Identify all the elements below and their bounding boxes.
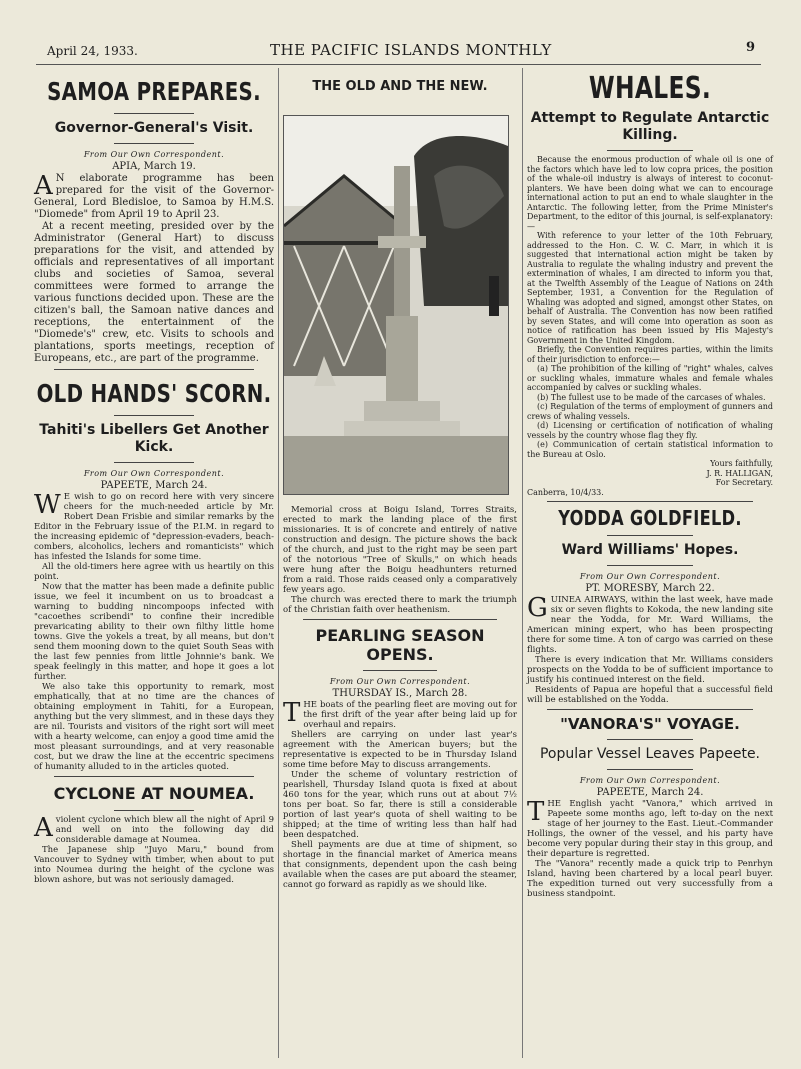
paragraph: E wish to go on record here with very sincere cheers for the much-needed article by Mr. Robert Dean Frisbie and similar remarks by the Editor in the February issue of the P.I.M. in regard to the increasing epidemic of "depression-evaders, beach-combers, alcoholics, lechers and romanticists" which has infested the Islands for some time. (34, 492, 274, 562)
paragraph: Now that the matter has been made a definite public issue, we feel it incumbent on us to broadcast a warning to budding nincompoops infected with "cacoethes scribendi" to confine their incredible prevaricating ability to their own filthy little home towns. Give the yokels a treat, by all means, but don't send them mooning down to the quiet South Seas with the last few pennies from little Johnnie's bank. We speak feelingly in this matter, and hope it goes a lot further. (34, 582, 274, 682)
column-middle (283, 68, 517, 890)
place-date: Canberra, 10/4/33. (527, 487, 604, 497)
publication-title: THE PACIFIC ISLANDS MONTHLY (270, 41, 552, 59)
paragraph: Shellers are carrying on under last year's agreement with the American buyers; but the representative is expected to be in Thursday Island some time before May to discuss arrangements. (283, 730, 517, 770)
article-yodda (527, 508, 773, 705)
divider (547, 501, 753, 502)
paragraph: We also take this opportunity to remark, most emphatically, that at no time are the chances of obtaining employment in Tahiti, for a European, anything but the very slimmest, and in these days they are nil. Tourists and visitors of the right sort will meet with a hearty welcome, can enjoy a good time amid the most pleasant surroundings, and at very reasonable cost, but we draw the line at the eccentric specimens of humanity alluded to in the articles quoted. (34, 682, 274, 772)
subhead-samoa: Governor-General's Visit. (54, 120, 254, 136)
column-rule-2 (522, 68, 523, 1058)
paragraph: violent cyclone which blew all the night of April 9 and well on into the following day did considerable damage at Noumea. (55, 815, 274, 845)
article-cyclone (34, 785, 274, 885)
divider (303, 619, 497, 620)
article-body (527, 155, 773, 459)
subhead-vanora: Popular Vessel Leaves Papeete. (539, 746, 761, 762)
dateline: THURSDAY IS., March 28. (332, 688, 468, 699)
drop-cap: T (283, 698, 301, 728)
list-item: (b) The fullest use to be made of the carcases of whales. (537, 392, 766, 402)
subhead-yodda: Ward Williams' Hopes. (561, 542, 739, 558)
divider (607, 535, 693, 536)
paragraph: Shell payments are due at time of shipment, so shortage in the financial market of America means that consignments, dependent upon the cash being available when the cases are put aboard the steamer, cannot go forward as rapidly as we should like. (283, 840, 517, 890)
paragraph: The church was erected there to mark the triumph of the Christian faith over heathenism. (283, 595, 517, 615)
list-item: (e) Communication of certain statistical information to the Bureau at Oslo. (527, 440, 773, 459)
correspondent-line: From Our Own Correspondent. (579, 776, 721, 785)
correspondent-line: From Our Own Correspondent. (579, 572, 721, 581)
dateline: PAPEETE, March 24. (596, 787, 704, 798)
caption-text: Memorial cross at Boigu Island, Torres Straits, erected to mark the landing place of the first missionaries. It is of concrete and entirely of native construction and design. The picture shows the back of the church, and just to the right may be seen part of the notorious "Tree of Skulls," on which heads were hung after the Boigu headhunters returned from a raid. Those raids ceased only a comparatively few years ago. (283, 505, 517, 595)
headline-old-and-new: THE OLD AND THE NEW. (312, 79, 488, 94)
memorial-cross-photo (283, 115, 509, 495)
divider (54, 369, 254, 370)
paragraph: With reference to your letter of the 10th February, addressed to the Hon. C. W. C. Marr, in which it is suggested that international action might be taken by Australia to regulate the whaling industry and prevent the extermination of whales, I am directed to inform you that, at the Twelfth Assembly of the League of Nations on 24th September, 1931, a Convention for the Regulation of Whaling was adopted and signed, amongst other States, on behalf of Australia. The Convention has now been ratified by seven States, and will come into operation as soon as notice of ratification has been issued by His Majesty's Government in the United Kingdom. (527, 231, 773, 345)
divider (607, 769, 693, 770)
headline-vanora: "VANORA'S" VOYAGE. (560, 715, 740, 733)
signer-title: For Secretary. (715, 478, 773, 487)
article-samoa (34, 80, 274, 365)
header-rule (36, 64, 761, 65)
paragraph: At a recent meeting, presided over by the Administrator (General Hart) to discuss preparations for the visit, and attended by officials and representatives of all important clubs and societies of Samoa, several committees were formed to arrange the various functions decided upon. These are the citizen's ball, the Samoan native dances and receptions, the entertainment of the "Diomede's" crew, etc. Visits to schools and plantations, sports meetings, reception of Europeans, etc., are part of the programme. (34, 221, 274, 364)
divider (114, 462, 194, 463)
list-item: (a) The prohibition of the killing of "right" whales, calves or suckling whales, immature whales and female whales accompanied by calves or suckling whales. (527, 364, 773, 392)
headline-pearling: PEARLING SEASON OPENS. (315, 626, 485, 664)
drop-cap: T (527, 797, 545, 827)
divider (114, 810, 194, 811)
paragraph: N elaborate programme has been prepared for the visit of the Governor-General, Lord Bledisloe, to Samoa by H.M.S. "Diomede" from April 19 to April 23. (34, 173, 274, 220)
divider (607, 565, 693, 566)
divider (547, 709, 753, 710)
divider (114, 415, 194, 416)
article-body (283, 700, 517, 890)
photo-caption (283, 505, 517, 615)
paragraph: Briefly, the Convention requires parties, within the limits of their jurisdiction to enforce:— (527, 345, 773, 364)
signer: J. R. HALLIGAN, (706, 468, 773, 478)
correspondent-line: From Our Own Correspondent. (329, 677, 471, 686)
headline-samoa: SAMOA PREPARES. (47, 78, 261, 107)
paragraph: UINEA AIRWAYS, within the last week, have made six or seven flights to Kokoda, the new landing site near the Yodda, for Mr. Ward Williams, the American mining expert, who has been prospecting there for some time. A ton of cargo was carried on these flights. (527, 595, 773, 655)
headline-yodda: YODDA GOLDFIELD. (558, 506, 742, 531)
article-body (527, 595, 773, 705)
paragraph: Because the enormous production of whale oil is one of the factors which have led to low copra prices, the position of the whale-oil industry is always of interest to coconut-planters. We have been doing what we can to encourage international action to put an end to whale slaughter in the Antarctic. The following letter, from the Prime Minister's Department, to the editor of this journal, is self-explanatory:— (527, 155, 773, 231)
closing: Yours faithfully, (710, 459, 773, 468)
article-body (527, 799, 773, 899)
subhead-whales: Attempt to Regulate Antarctic Killing. (530, 110, 770, 143)
signature-block (527, 459, 773, 488)
column-left (34, 68, 274, 885)
column-right (527, 68, 773, 899)
drop-cap: A (34, 813, 53, 843)
headline-cyclone: CYCLONE AT NOUMEA. (53, 784, 255, 803)
headline-whales: WHALES. (588, 71, 712, 107)
list-item: (d) Licensing or certification of notification of whaling vessels by the country whose flag they fly. (527, 421, 773, 440)
drop-cap: A (34, 171, 53, 201)
article-whales (527, 71, 773, 497)
divider (363, 670, 437, 671)
paragraph: The "Vanora" recently made a quick trip to Penrhyn Island, having been chartered by a local pearl buyer. The expedition turned out very successfully from a business standpoint. (527, 859, 773, 899)
correspondent-line: From Our Own Correspondent. (83, 469, 225, 478)
dateline: PT. MORESBY, March 22. (585, 583, 715, 594)
dateline: APIA, March 19. (112, 161, 196, 172)
column-rule-1 (278, 68, 279, 1058)
paragraph: All the old-timers here agree with us heartily on this point. (34, 562, 274, 582)
paragraph: There is every indication that Mr. Williams considers prospects on the Yodda to be of sufficient importance to justify his continued interest on the field. (527, 655, 773, 685)
paragraph: The Japanese ship "Juyo Maru," bound from Vancouver to Sydney with timber, when about to put into Noumea during the height of the cyclone was blown ashore, but was not seriously damaged. (34, 845, 274, 885)
divider (607, 150, 693, 151)
dateline: PAPEETE, March 24. (100, 480, 208, 491)
paragraph: Under the scheme of voluntary restriction of pearlshell, Thursday Island quota is fixed at about 460 tons for the year, which runs out at about 7½ tons per boat. So far, there is still a considerable portion of last year's quota of shell waiting to be shipped; at the time of writing less than half had been despatched. (283, 770, 517, 840)
drop-cap: G (527, 593, 548, 623)
correspondent-line: From Our Own Correspondent. (83, 150, 225, 159)
headline-old-hands: OLD HANDS' SCORN. (36, 380, 272, 409)
page-number: 9 (745, 40, 755, 55)
article-body (34, 815, 274, 885)
divider (607, 739, 693, 740)
article-body (34, 492, 274, 772)
article-body (34, 173, 274, 365)
article-pearling (283, 626, 517, 890)
paragraph: Residents of Papua are hopeful that a successful field will be established on the Yodda. (527, 685, 773, 705)
article-old-hands (34, 382, 274, 772)
drop-cap: W (34, 490, 61, 520)
issue-date: April 24, 1933. (47, 44, 138, 58)
divider (114, 113, 194, 114)
divider (54, 776, 254, 777)
article-vanora (527, 716, 773, 899)
list-item: (c) Regulation of the terms of employment of gunners and crews of whaling vessels. (527, 402, 773, 421)
subhead-old-hands: Tahiti's Libellers Get Another Kick. (39, 422, 269, 455)
paragraph: HE boats of the pearling fleet are moving out for the first drift of the year after being laid up for overhaul and repairs. (303, 700, 517, 730)
divider (114, 143, 194, 144)
paragraph: HE English yacht "Vanora," which arrived in Papeete some months ago, left to-day on the next stage of her journey to the East. Lieut.-Commander Hollings, the owner of the vessel, and his party have become very popular during their stay in this group, and their departure is regretted. (527, 799, 773, 859)
